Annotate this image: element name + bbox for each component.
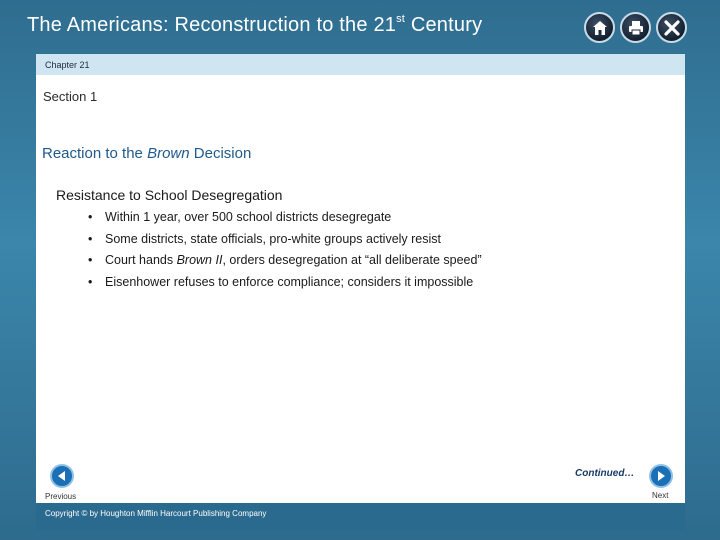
home-button[interactable] xyxy=(584,12,615,43)
close-button[interactable] xyxy=(656,12,687,43)
previous-button[interactable] xyxy=(50,464,74,488)
print-button[interactable] xyxy=(620,12,651,43)
slide-heading xyxy=(42,145,251,162)
title-superscript: st xyxy=(396,13,406,25)
home-icon xyxy=(591,19,609,37)
next-label[interactable]: Next xyxy=(652,491,669,500)
slide-subheading: Resistance to School Desegregation xyxy=(56,187,283,203)
section-label: Section 1 xyxy=(43,89,98,104)
bullet-item: • Some districts, state officials, pro-white groups actively resist xyxy=(88,230,482,252)
previous-label[interactable]: Previous xyxy=(45,492,77,501)
heading-after: Decision xyxy=(189,145,252,162)
title-main: The Americans: Reconstruction to the 21 xyxy=(27,14,397,36)
copyright-text: Copyright © by Houghton Mifflin Harcourt Publishing Company xyxy=(45,509,267,518)
print-icon xyxy=(627,19,645,37)
continued-label: Continued… xyxy=(575,468,635,479)
bullet-item: • Eisenhower refuses to enforce compliance; considers it impossible xyxy=(88,273,482,295)
bullet-text-after: , orders desegregation at “all deliberate speed” xyxy=(222,253,482,267)
next-button[interactable] xyxy=(649,464,673,488)
close-icon xyxy=(663,19,681,37)
arrow-right-icon xyxy=(651,466,671,486)
app-title xyxy=(27,13,482,37)
chapter-label: Chapter 21 xyxy=(45,60,90,70)
title-end: Century xyxy=(405,14,483,36)
chapter-bar xyxy=(36,54,685,75)
bullet-text-italic: Brown II xyxy=(176,253,223,267)
bullet-item xyxy=(88,251,482,273)
heading-italic: Brown xyxy=(147,145,190,162)
bullet-text-before: Court hands xyxy=(105,253,177,267)
bullet-list xyxy=(88,208,482,294)
arrow-left-icon xyxy=(52,466,72,486)
heading-before: Reaction to the xyxy=(42,145,148,162)
bullet-item: • Within 1 year, over 500 school districts desegregate xyxy=(88,208,482,230)
